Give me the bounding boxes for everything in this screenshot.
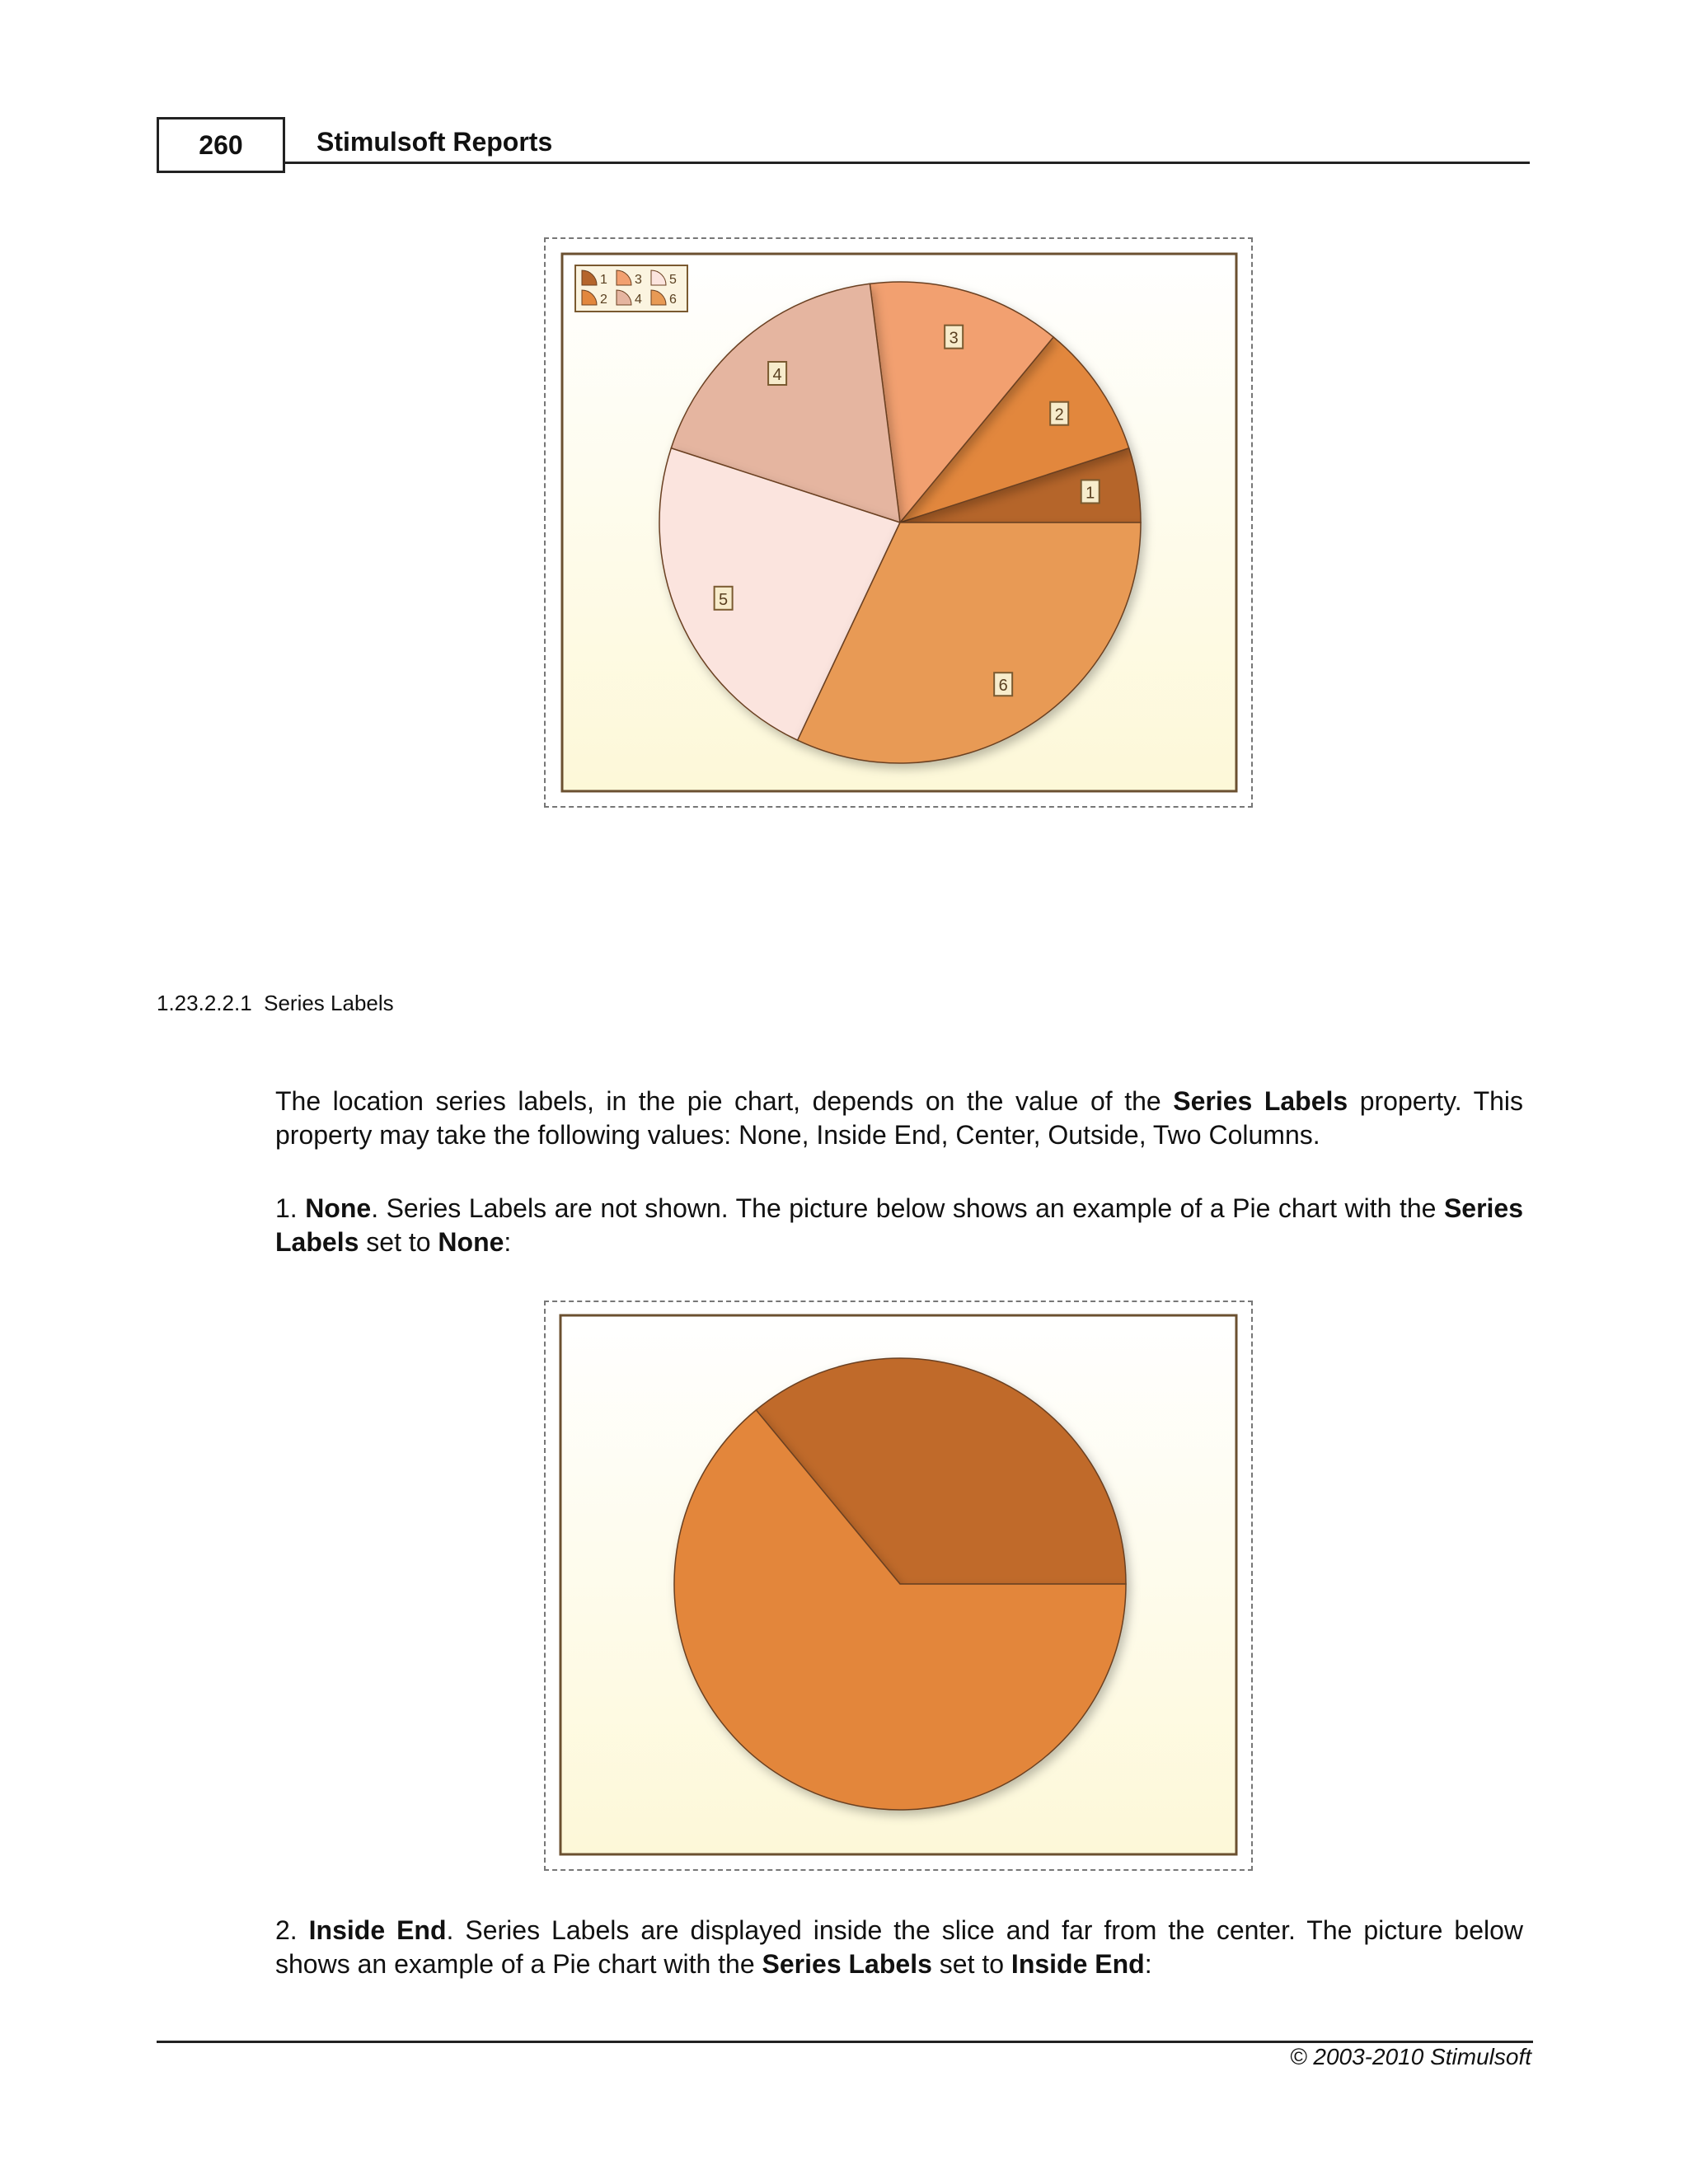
header-rule	[285, 162, 1530, 164]
text-run: . Series Labels are not shown. The picture below shows an example of a Pie chart with the	[371, 1193, 1444, 1223]
chart-1-data-label-5	[715, 587, 733, 610]
page-number: 260	[157, 117, 285, 173]
svg-text:6: 6	[669, 293, 677, 307]
paragraph-none	[275, 1192, 1523, 1259]
text-run: property. This property may take the following values: None, Inside End, Center, Outside, Two Columns.	[275, 1086, 1524, 1150]
bold-run: Series Labels	[275, 1193, 1524, 1257]
svg-text:4: 4	[772, 366, 782, 385]
svg-text:3: 3	[635, 273, 642, 287]
chart-2-pie	[546, 1302, 1251, 1869]
chart-1-data-label-3	[945, 326, 963, 349]
text-run: :	[504, 1227, 512, 1257]
svg-text:5: 5	[669, 273, 677, 287]
text-run: set to	[931, 1949, 1011, 1979]
bold-run: Inside End	[308, 1915, 447, 1945]
text-run: :	[1144, 1949, 1152, 1979]
svg-text:5: 5	[719, 590, 729, 609]
chart-1-pie	[546, 239, 1251, 806]
document-title: Stimulsoft Reports	[316, 127, 553, 157]
paragraph-inside-end	[275, 1914, 1523, 1981]
section-title: Series Labels	[264, 991, 394, 1015]
list-number: 1.	[275, 1193, 306, 1223]
chart-1-data-label-6	[994, 673, 1012, 696]
svg-text:1: 1	[600, 273, 607, 287]
list-number: 2.	[275, 1915, 309, 1945]
chart-1-frame	[544, 237, 1253, 808]
text-run: The location series labels, in the pie chart, depends on the value of the	[275, 1086, 1174, 1116]
bold-run: Series Labels	[762, 1949, 932, 1979]
chart-1-data-label-1	[1081, 480, 1100, 503]
chart-1-data-label-2	[1050, 402, 1068, 425]
paragraph-intro	[275, 1085, 1523, 1152]
bold-run: None	[438, 1227, 504, 1257]
section-number: 1.23.2.2.1	[157, 991, 252, 1015]
chart-1-data-label-4	[768, 362, 786, 385]
svg-text:6: 6	[998, 677, 1008, 696]
bold-run: None	[305, 1193, 372, 1223]
svg-text:3: 3	[949, 329, 959, 348]
text-run: . Series Labels are displayed inside the slice and far from the center. The picture below shows an example of a Pie chart with the	[275, 1915, 1524, 1979]
svg-text:1: 1	[1085, 484, 1095, 503]
section-heading	[157, 991, 394, 1016]
footer-rule	[157, 2041, 1533, 2043]
bold-run: Inside End	[1010, 1949, 1145, 1979]
svg-text:4: 4	[635, 293, 642, 307]
svg-text:2: 2	[600, 293, 607, 307]
bold-run: Series Labels	[1173, 1086, 1348, 1116]
chart-2-frame	[544, 1301, 1253, 1871]
footer-copyright: © 2003-2010 Stimulsoft	[1289, 2044, 1531, 2069]
svg-text:2: 2	[1054, 405, 1064, 424]
text-run: set to	[359, 1227, 438, 1257]
